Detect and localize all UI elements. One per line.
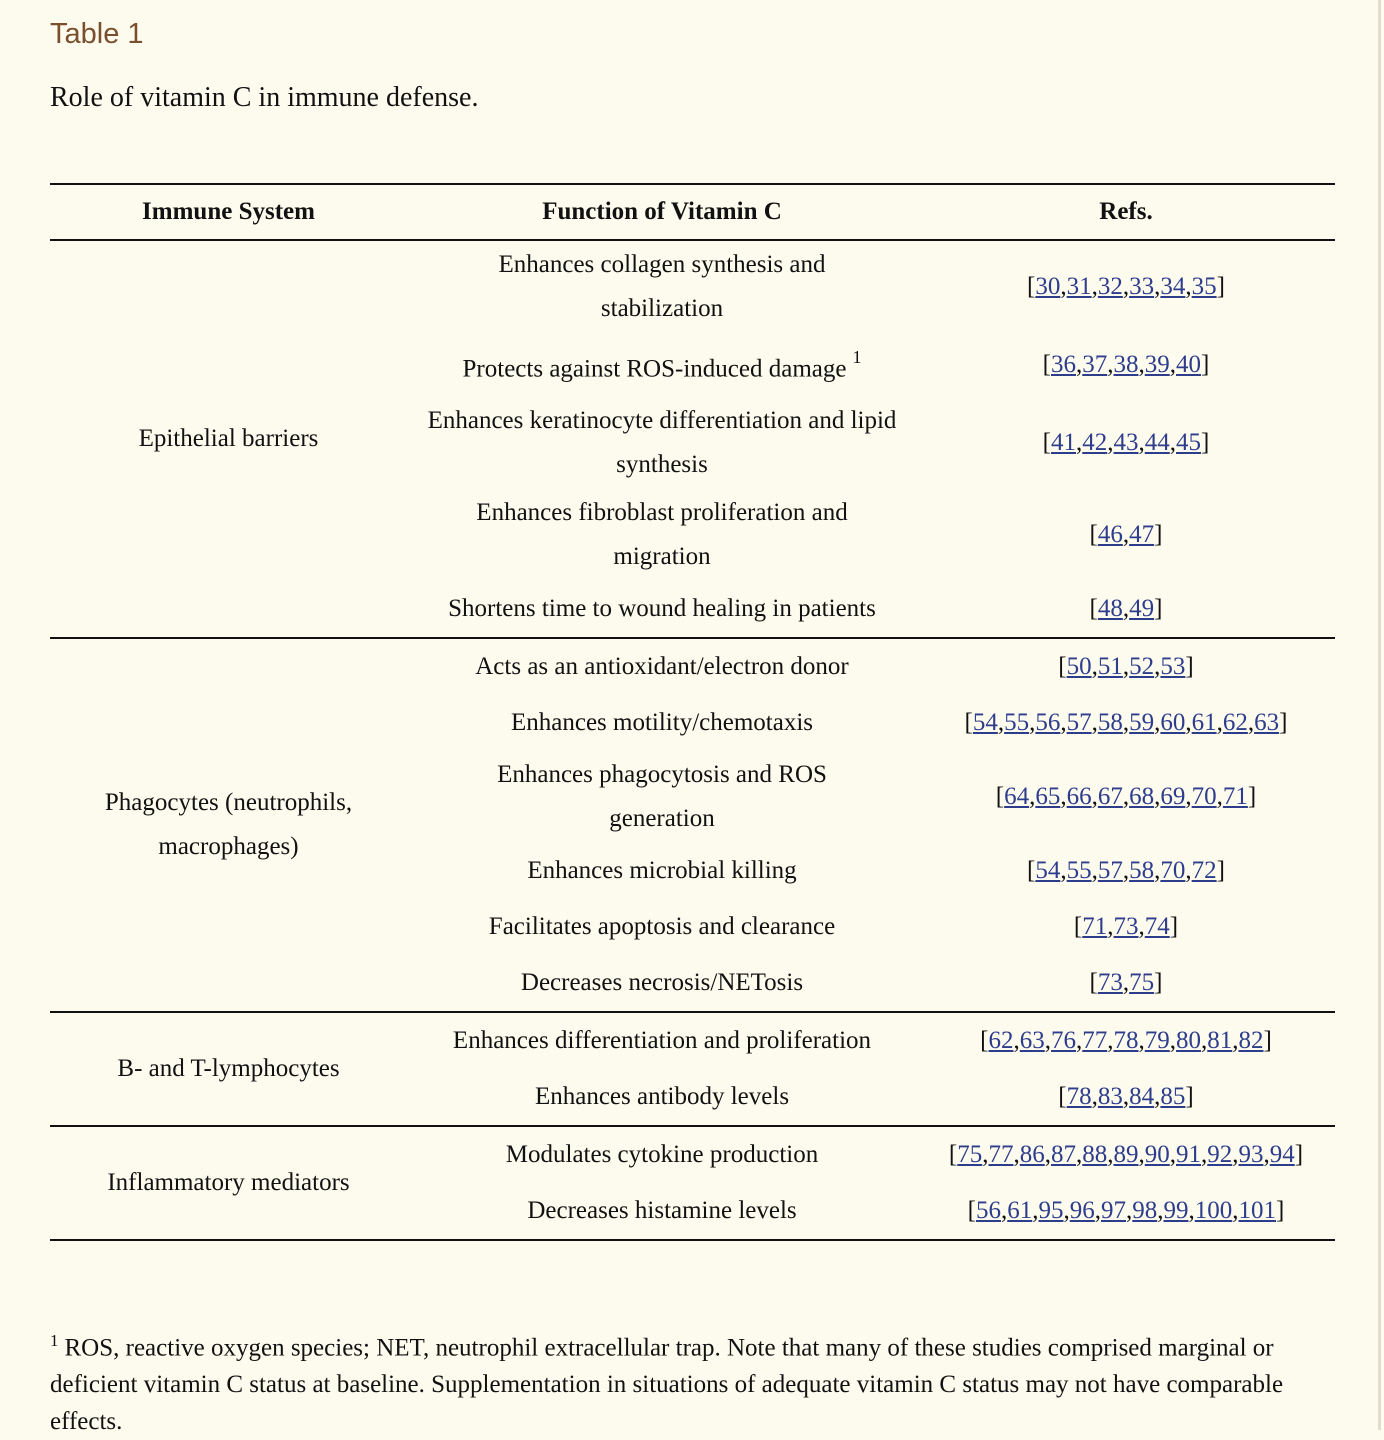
reference-link[interactable]: 35 — [1191, 273, 1217, 300]
reference-link[interactable]: 84 — [1129, 1083, 1155, 1111]
reference-link[interactable]: 63 — [1019, 1027, 1045, 1055]
reference-link[interactable]: 82 — [1238, 1027, 1264, 1055]
function-text: Modulates cytokine production — [505, 1141, 819, 1169]
reference-link[interactable]: 55 — [1066, 857, 1092, 885]
refs-cell: [64,65,66,67,68,69,70,71] — [995, 783, 1257, 811]
table-body — [50, 240, 1335, 1240]
vitamin-c-table — [50, 183, 1335, 1241]
reference-link[interactable]: 46 — [1097, 521, 1123, 549]
reference-link[interactable]: 100 — [1194, 1197, 1233, 1225]
reference-link[interactable]: 71 — [1222, 783, 1248, 811]
reference-link[interactable]: 88 — [1082, 1141, 1108, 1169]
reference-link[interactable]: 48 — [1097, 595, 1123, 623]
refs-cell: [54,55,56,57,58,59,60,61,62,63] — [964, 709, 1288, 737]
refs-cell: [41,42,43,44,45] — [1042, 429, 1210, 457]
reference-link[interactable]: 32 — [1097, 273, 1123, 300]
reference-link[interactable]: 63 — [1254, 709, 1280, 737]
function-cell — [407, 1012, 917, 1069]
reference-link[interactable]: 70 — [1191, 783, 1217, 811]
reference-link[interactable]: 66 — [1066, 783, 1092, 811]
header-row — [50, 184, 1335, 240]
reference-link[interactable]: 47 — [1129, 521, 1155, 549]
footnote-ref-mark[interactable]: 1 — [852, 347, 862, 367]
function-cell — [407, 695, 917, 751]
table-row — [50, 1126, 1335, 1183]
reference-link[interactable]: 45 — [1176, 429, 1201, 457]
reference-link[interactable]: 44 — [1144, 429, 1170, 457]
reference-link[interactable]: 51 — [1097, 653, 1123, 681]
reference-link[interactable]: 65 — [1035, 783, 1061, 811]
reference-link[interactable]: 62 — [1222, 709, 1248, 737]
refs-cell: [62,63,76,77,78,79,80,81,82] — [980, 1027, 1272, 1055]
reference-link[interactable]: 81 — [1207, 1027, 1233, 1055]
reference-link[interactable]: 78 — [1113, 1027, 1139, 1055]
function-cell — [407, 489, 917, 581]
function-text: Protects against ROS-induced damage — [462, 355, 847, 383]
function-text: Enhances keratinocyte differentiation and lipid synthesis — [427, 407, 897, 479]
reference-link[interactable]: 59 — [1129, 709, 1155, 737]
reference-link[interactable]: 43 — [1113, 429, 1139, 457]
table-row — [50, 1012, 1335, 1069]
reference-link[interactable]: 71 — [1082, 913, 1108, 941]
reference-link[interactable]: 91 — [1176, 1141, 1201, 1169]
function-cell — [407, 1126, 917, 1183]
reference-link[interactable]: 60 — [1160, 709, 1186, 737]
reference-link[interactable]: 34 — [1160, 273, 1186, 300]
function-text: Enhances phagocytosis and ROS generation — [497, 761, 827, 833]
function-cell — [407, 240, 917, 333]
function-cell — [407, 1183, 917, 1240]
function-cell — [407, 333, 917, 397]
refs-cell: [36,37,38,39,40] — [1042, 351, 1210, 379]
reference-link[interactable]: 73 — [1113, 913, 1139, 941]
reference-link[interactable]: 79 — [1144, 1027, 1170, 1055]
reference-link[interactable]: 50 — [1066, 653, 1092, 681]
reference-link[interactable]: 73 — [1097, 969, 1123, 997]
reference-link[interactable]: 53 — [1160, 653, 1186, 681]
reference-link[interactable]: 94 — [1269, 1141, 1295, 1169]
reference-link[interactable]: 86 — [1019, 1141, 1045, 1169]
reference-link[interactable]: 42 — [1082, 429, 1108, 457]
table-caption: Role of vitamin C in immune defense. — [50, 82, 479, 113]
refs-cell: [56,61,95,96,97,98,99,100,101] — [917, 1183, 1335, 1240]
reference-link[interactable]: 90 — [1144, 1141, 1170, 1169]
function-text: Enhances differentiation and proliferation — [452, 1027, 872, 1055]
function-cell — [407, 899, 917, 955]
reference-link[interactable]: 31 — [1066, 273, 1092, 300]
reference-link[interactable]: 101 — [1238, 1197, 1276, 1225]
refs-cell: [71,73,74] — [1073, 913, 1179, 941]
reference-link[interactable]: 37 — [1082, 351, 1108, 379]
reference-link[interactable]: 98 — [1132, 1197, 1158, 1225]
table-label: Table 1 — [50, 18, 144, 50]
reference-link[interactable]: 99 — [1163, 1197, 1189, 1225]
reference-link[interactable]: 56 — [976, 1197, 1001, 1225]
reference-link[interactable]: 85 — [1160, 1083, 1186, 1111]
refs-cell: [54,55,57,58,70,72] — [1027, 857, 1225, 885]
reference-link[interactable]: 36 — [1051, 351, 1076, 379]
reference-link[interactable]: 49 — [1129, 595, 1155, 623]
function-text: Enhances motility/chemotaxis — [510, 709, 813, 737]
immune-system-cell: Phagocytes (neutrophils, macrophages) — [50, 638, 407, 1012]
function-cell — [407, 397, 917, 489]
table-row — [50, 240, 1335, 333]
function-cell — [407, 638, 917, 695]
footnote-mark: 1 — [50, 1331, 59, 1350]
footnote-text: ROS, reactive oxygen species; NET, neutrophil extracellular trap. Note that many of these studies comprised marginal or deficient vitamin C status at baseline. Supplementation in situations of adequate vitamin C status may not have comparable effects. — [50, 1334, 1284, 1436]
reference-link[interactable]: 55 — [1004, 709, 1030, 737]
header-refs: Refs. — [917, 184, 1335, 240]
reference-link[interactable]: 87 — [1051, 1141, 1076, 1169]
reference-link[interactable]: 80 — [1176, 1027, 1201, 1055]
reference-link[interactable]: 93 — [1238, 1141, 1264, 1169]
header-function: Function of Vitamin C — [407, 184, 917, 240]
reference-link[interactable]: 92 — [1207, 1141, 1233, 1169]
reference-link[interactable]: 75 — [957, 1141, 983, 1169]
function-text: Enhances antibody levels — [534, 1083, 790, 1111]
refs-cell: [46,47] — [1089, 521, 1163, 549]
reference-link[interactable]: 61 — [1007, 1197, 1033, 1225]
reference-link[interactable]: 39 — [1144, 351, 1170, 379]
reference-link[interactable]: 95 — [1038, 1197, 1064, 1225]
reference-link[interactable]: 72 — [1191, 857, 1217, 885]
reference-link[interactable]: 77 — [988, 1141, 1014, 1169]
reference-link[interactable]: 74 — [1144, 913, 1170, 941]
reference-link[interactable]: 56 — [1035, 709, 1061, 737]
function-text: Facilitates apoptosis and clearance — [488, 913, 836, 941]
function-cell — [407, 751, 917, 843]
table-row — [50, 638, 1335, 695]
reference-link[interactable]: 97 — [1101, 1197, 1126, 1225]
reference-link[interactable]: 41 — [1051, 429, 1076, 457]
reference-link[interactable]: 77 — [1082, 1027, 1108, 1055]
reference-link[interactable]: 61 — [1191, 709, 1217, 737]
reference-link[interactable]: 89 — [1113, 1141, 1139, 1169]
refs-cell: [75,77,86,87,88,89,90,91,92,93,94] — [948, 1141, 1304, 1169]
reference-link[interactable]: 96 — [1069, 1197, 1095, 1225]
reference-link[interactable]: 64 — [1004, 783, 1030, 811]
refs-cell: [78,83,84,85] — [917, 1069, 1335, 1126]
reference-link[interactable]: 40 — [1176, 351, 1201, 379]
reference-link[interactable]: 38 — [1113, 351, 1139, 379]
reference-link[interactable]: 58 — [1097, 709, 1123, 737]
refs-cell: [30,31,32,33,34,35] — [1027, 273, 1225, 300]
reference-link[interactable]: 57 — [1097, 857, 1123, 885]
reference-link[interactable]: 83 — [1097, 1083, 1123, 1111]
immune-system-cell: B- and T-lymphocytes — [50, 1012, 407, 1126]
reference-link[interactable]: 54 — [1035, 857, 1061, 885]
reference-link[interactable]: 33 — [1129, 273, 1155, 300]
refs-cell: [73,75] — [917, 955, 1335, 1012]
footnote — [50, 1322, 1340, 1440]
reference-link[interactable]: 69 — [1160, 783, 1186, 811]
refs-cell: [48,49] — [917, 581, 1335, 638]
reference-link[interactable]: 67 — [1097, 783, 1123, 811]
function-cell — [407, 581, 917, 638]
reference-link[interactable]: 70 — [1160, 857, 1186, 885]
function-text: Decreases histamine levels — [527, 1197, 797, 1225]
function-text: Shortens time to wound healing in patients — [448, 595, 876, 623]
reference-link[interactable]: 52 — [1129, 653, 1155, 681]
function-cell — [407, 1069, 917, 1126]
reference-link[interactable]: 58 — [1129, 857, 1155, 885]
reference-link[interactable]: 30 — [1035, 273, 1061, 300]
function-cell — [407, 955, 917, 1012]
reference-link[interactable]: 78 — [1066, 1083, 1092, 1111]
function-cell — [407, 843, 917, 899]
reference-link[interactable]: 75 — [1129, 969, 1155, 997]
immune-system-cell: Epithelial barriers — [50, 240, 407, 638]
function-text: Acts as an antioxidant/electron donor — [475, 653, 849, 681]
function-text: Enhances collagen synthesis and stabilization — [498, 251, 826, 322]
immune-system-cell: Inflammatory mediators — [50, 1126, 407, 1240]
reference-link[interactable]: 57 — [1066, 709, 1092, 737]
reference-link[interactable]: 68 — [1129, 783, 1155, 811]
reference-link[interactable]: 54 — [972, 709, 998, 737]
reference-link[interactable]: 76 — [1051, 1027, 1076, 1055]
function-text: Enhances microbial killing — [527, 857, 797, 885]
function-text: Decreases necrosis/NETosis — [520, 969, 804, 997]
refs-cell: [50,51,52,53] — [1058, 653, 1194, 681]
function-text: Enhances fibroblast proliferation and migration — [476, 499, 848, 571]
reference-link[interactable]: 62 — [988, 1027, 1014, 1055]
header-immune-system: Immune System — [50, 184, 407, 240]
